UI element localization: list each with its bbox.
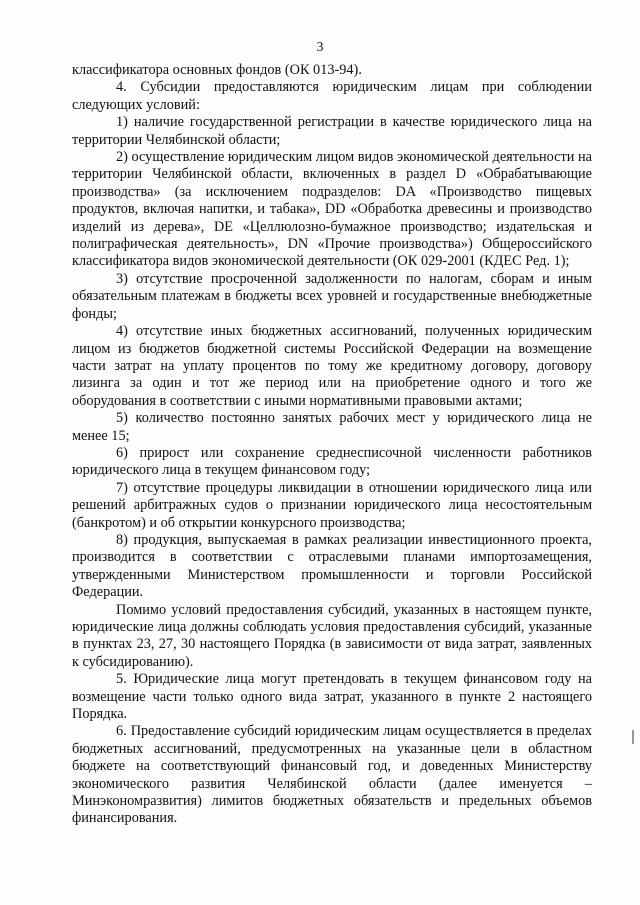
paragraph-condition-1: 1) наличие государственной регистрации в качестве юридического лица на территории Челябинской области;	[72, 114, 592, 148]
paragraph-condition-4: 4) отсутствие иных бюджетных ассигнований, полученных юридическим лицом из бюджетов бюджетной системы Российской Федерации на возмещение части затрат на уплату процентов по тому же кредитному договору, договору лизинга за один и тот же период или на приобретение одного и того же оборудования в соответствии с иными нормативными правовыми актами;	[72, 323, 592, 409]
scan-edge-mark	[632, 730, 634, 744]
paragraph-clause-4: 4. Субсидии предоставляются юридическим лицам при соблюдении следующих условий:	[72, 79, 592, 113]
paragraph-condition-5: 5) количество постоянно занятых рабочих мест у юридического лица не менее 15;	[72, 410, 592, 444]
paragraph-condition-8: 8) продукция, выпускаемая в рамках реализации инвестиционного проекта, производится в соответствии с отраслевыми планами импортозамещения, утвержденными Министерством промышленности и торговли Российской Федерации.	[72, 531, 592, 601]
paragraph-continuation: классификатора основных фондов (ОК 013-94).	[72, 62, 362, 78]
paragraph-condition-3: 3) отсутствие просроченной задолженности по налогам, сборам и иным обязательным платежам в бюджеты всех уровней и государственные внебюджетные фонды;	[72, 270, 592, 322]
paragraph-condition-7: 7) отсутствие процедуры ликвидации в отношении юридического лица или решений арбитражных судов о признании юридического лица несостоятельным (банкротом) и об открытии конкурсного производства;	[72, 479, 592, 531]
paragraph-condition-2: 2) осуществление юридическим лицом видов экономической деятельности на территории Челябинской области, включенных в раздел D «Обрабатывающие производства» (за исключением подразделов: DA «Производство пищевых продуктов, включая напитки, и табака», DD «Обработка древесины и производство изделий из дерева», DE «Целлюлозно-бумажное производство; издательская и полиграфическая деятельность», DN «Прочие производства») Общероссийского классификатора видов экономической деятельности (ОК 029-2001 (КДЕС Ред. 1);	[72, 149, 592, 270]
page-number: 3	[316, 40, 324, 55]
paragraph-clause-6: 6. Предоставление субсидий юридическим лицам осуществляется в пределах бюджетных ассигнований, предусмотренных на указанные цели в областном бюджете на соответствующий финансовый год, и доведенных Министерству экономического развития Челябинской области (далее именуется – Минэкономразвития) лимитов бюджетных обязательств и предельных объемов финансирования.	[72, 723, 592, 827]
paragraph-clause-5: 5. Юридические лица могут претендовать в текущем финансовом году на возмещение части только одного вида затрат, указанного в пункте 2 настоящего Порядка.	[72, 671, 592, 723]
paragraph-additional-conditions: Помимо условий предоставления субсидий, указанных в настоящем пункте, юридические лица должны соблюдать условия предоставления субсидий, указанные в пунктах 23, 27, 30 настоящего Порядка (в зависимости от вида затрат, заявленных к субсидированию).	[72, 601, 592, 670]
paragraph-condition-6: 6) прирост или сохранение среднесписочной численности работников юридического лица в текущем финансовом году;	[72, 444, 592, 479]
document-body	[72, 62, 592, 828]
